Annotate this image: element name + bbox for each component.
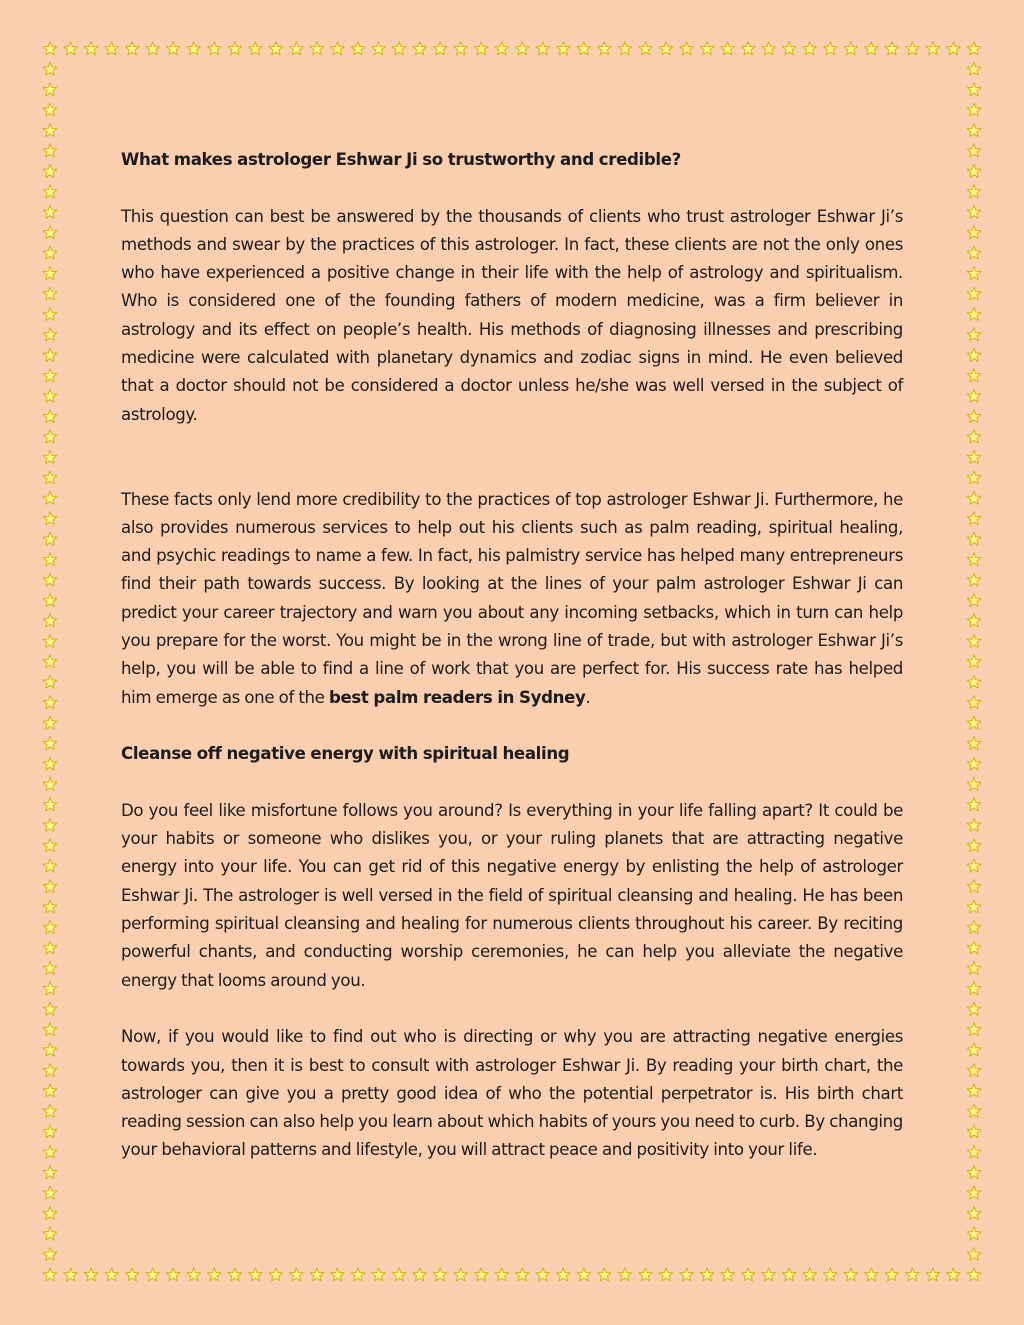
star-outline-icon — [967, 532, 981, 545]
star-outline-icon — [967, 246, 981, 259]
star-outline-icon — [43, 491, 57, 504]
star-outline-icon — [967, 614, 981, 627]
star-outline-icon — [967, 307, 981, 320]
star-outline-icon — [331, 42, 345, 55]
star-outline-icon — [967, 471, 981, 484]
star-outline-icon — [515, 1268, 529, 1281]
star-outline-icon — [474, 42, 488, 55]
star-outline-icon — [967, 144, 981, 157]
star-outline-icon — [947, 1268, 961, 1281]
star-outline-icon — [967, 859, 981, 872]
star-outline-icon — [43, 185, 57, 198]
star-outline-icon — [926, 42, 940, 55]
star-outline-icon — [43, 594, 57, 607]
star-outline-icon — [43, 1186, 57, 1199]
star-outline-icon — [967, 920, 981, 933]
star-outline-icon — [248, 1268, 262, 1281]
star-outline-icon — [967, 1125, 981, 1138]
star-outline-icon — [577, 42, 591, 55]
star-outline-icon — [43, 1023, 57, 1036]
star-outline-icon — [967, 1104, 981, 1117]
star-outline-icon — [967, 267, 981, 280]
paragraph-credibility-text: These facts only lend more credibility to the practices of top astrologer Eshwar Ji. Furthermore, he also provides numerous services to help out his clients such as palm reading, spiritual healing, and psychic readings to name a few. In fact, his palmistry service has helped many entrepreneurs find their path towards success. By looking at the lines of your palm astrologer Eshwar Ji can predict your career trajectory and warn you about any incoming setbacks, which in turn can help you prepare for the worst. You might be in the wrong line of trade, but with astrologer Eshwar Ji’s help, you will be able to find a line of work that you are perfect for. His success rate has helped him emerge as one of the — [121, 489, 903, 707]
star-outline-icon — [659, 42, 673, 55]
star-outline-icon — [967, 961, 981, 974]
star-outline-icon — [310, 42, 324, 55]
star-outline-icon — [43, 1247, 57, 1260]
star-outline-icon — [43, 287, 57, 300]
star-outline-icon — [967, 62, 981, 75]
star-outline-icon — [43, 124, 57, 137]
star-outline-icon — [967, 512, 981, 525]
star-outline-icon — [618, 1268, 632, 1281]
star-outline-icon — [967, 737, 981, 750]
star-outline-icon — [43, 1125, 57, 1138]
document-body — [121, 146, 903, 1165]
star-outline-icon — [84, 42, 98, 55]
star-outline-icon — [967, 328, 981, 341]
star-outline-icon — [392, 1268, 406, 1281]
star-outline-icon — [43, 696, 57, 709]
star-outline-icon — [844, 1268, 858, 1281]
star-outline-icon — [43, 737, 57, 750]
star-outline-icon — [967, 941, 981, 954]
paragraph-credibility — [121, 486, 903, 712]
star-outline-icon — [741, 42, 755, 55]
star-outline-icon — [310, 1268, 324, 1281]
star-outline-icon — [43, 573, 57, 586]
star-outline-icon — [125, 1268, 139, 1281]
star-outline-icon — [967, 83, 981, 96]
star-outline-icon — [269, 42, 283, 55]
star-outline-icon — [680, 1268, 694, 1281]
star-outline-icon — [967, 164, 981, 177]
star-outline-icon — [43, 839, 57, 852]
star-outline-icon — [967, 696, 981, 709]
star-outline-icon — [639, 42, 653, 55]
star-outline-icon — [967, 287, 981, 300]
star-outline-icon — [290, 1268, 304, 1281]
star-outline-icon — [885, 42, 899, 55]
star-outline-icon — [967, 900, 981, 913]
star-outline-icon — [967, 389, 981, 402]
star-outline-icon — [43, 164, 57, 177]
star-outline-icon — [43, 1145, 57, 1158]
star-outline-icon — [967, 1023, 981, 1036]
star-outline-icon — [433, 42, 447, 55]
star-outline-icon — [43, 859, 57, 872]
star-outline-icon — [967, 716, 981, 729]
star-outline-icon — [967, 594, 981, 607]
star-outline-icon — [392, 42, 406, 55]
star-outline-icon — [536, 1268, 550, 1281]
paragraph-misfortune: Do you feel like misfortune follows you around? Is everything in your life falling apart? It could be your habits or someone who dislikes you, or your ruling planets that are attracting negative energy into your life. You can get rid of this negative energy by enlisting the help of astrologer Eshwar Ji. The astrologer is well versed in the field of spiritual cleansing and healing. He has been performing spiritual cleansing and healing for numerous clients throughout his career. By reciting powerful chants, and conducting worship ceremonies, he can help you alleviate the negative energy that looms around you. — [121, 800, 903, 990]
star-outline-icon — [967, 1002, 981, 1015]
star-outline-icon — [43, 941, 57, 954]
star-outline-icon — [659, 1268, 673, 1281]
star-outline-icon — [967, 1043, 981, 1056]
star-outline-icon — [926, 1268, 940, 1281]
star-outline-icon — [43, 716, 57, 729]
star-outline-icon — [885, 1268, 899, 1281]
star-outline-icon — [967, 1247, 981, 1260]
star-outline-icon — [967, 982, 981, 995]
star-outline-icon — [515, 42, 529, 55]
star-outline-icon — [844, 42, 858, 55]
star-outline-icon — [43, 226, 57, 239]
star-outline-icon — [967, 226, 981, 239]
star-outline-icon — [967, 675, 981, 688]
star-outline-icon — [43, 532, 57, 545]
star-outline-icon — [454, 42, 468, 55]
star-outline-icon — [639, 1268, 653, 1281]
star-outline-icon — [700, 1268, 714, 1281]
star-outline-icon — [495, 42, 509, 55]
star-outline-icon — [372, 42, 386, 55]
star-outline-icon — [967, 103, 981, 116]
star-outline-icon — [721, 42, 735, 55]
star-outline-icon — [43, 1207, 57, 1220]
star-outline-icon — [43, 655, 57, 668]
star-outline-icon — [967, 880, 981, 893]
star-outline-icon — [228, 1268, 242, 1281]
star-outline-icon — [618, 42, 632, 55]
star-outline-icon — [43, 818, 57, 831]
star-outline-icon — [967, 1084, 981, 1097]
star-outline-icon — [166, 1268, 180, 1281]
star-outline-icon — [105, 42, 119, 55]
star-outline-icon — [43, 267, 57, 280]
star-outline-icon — [43, 1063, 57, 1076]
star-outline-icon — [680, 42, 694, 55]
star-outline-icon — [64, 1268, 78, 1281]
star-outline-icon — [43, 42, 57, 55]
star-outline-icon — [43, 389, 57, 402]
star-outline-icon — [351, 42, 365, 55]
star-outline-icon — [207, 42, 221, 55]
star-outline-icon — [577, 1268, 591, 1281]
star-outline-icon — [43, 1084, 57, 1097]
star-outline-icon — [43, 450, 57, 463]
star-outline-icon — [43, 307, 57, 320]
star-outline-icon — [84, 1268, 98, 1281]
star-outline-icon — [43, 961, 57, 974]
star-outline-icon — [43, 1043, 57, 1056]
star-outline-icon — [967, 491, 981, 504]
star-outline-icon — [43, 900, 57, 913]
star-outline-icon — [967, 410, 981, 423]
star-outline-icon — [864, 42, 878, 55]
star-outline-icon — [967, 818, 981, 831]
star-outline-icon — [43, 83, 57, 96]
star-outline-icon — [967, 1186, 981, 1199]
star-outline-icon — [967, 348, 981, 361]
star-outline-icon — [454, 1268, 468, 1281]
paragraph-birth-chart: Now, if you would like to find out who is directing or why you are attracting negative energies towards you, then it is best to consult with astrologer Eshwar Ji. By reading your birth chart, the astrologer can give you a pretty good idea of who the potential perpetrator is. His birth chart reading session can also help you learn about which habits of yours you need to curb. By changing your behavioral patterns and lifestyle, you will attract peace and positivity into your life. — [121, 1027, 903, 1160]
star-outline-icon — [331, 1268, 345, 1281]
star-outline-icon — [43, 1227, 57, 1240]
star-outline-icon — [43, 1002, 57, 1015]
star-outline-icon — [43, 1104, 57, 1117]
paragraph-clients-trust: This question can best be answered by the thousands of clients who trust astrologer Eshwar Ji’s methods and swear by the practices of this astrologer. In fact, these clients are not the only ones who have experienced a positive change in their life with the help of astrology and spiritualism. Who is considered one of the founding fathers of modern medicine, was a firm believer in astrology and its effect on people’s health. His methods of diagnosing illnesses and prescribing medicine were calculated with planetary dynamics and zodiac signs in mind. He even believed that a doctor should not be considered a doctor unless he/she was well versed in the subject of astrology. — [121, 206, 903, 424]
star-outline-icon — [598, 1268, 612, 1281]
section-heading-cleanse: Cleanse off negative energy with spiritual healing — [121, 744, 570, 764]
star-outline-icon — [413, 1268, 427, 1281]
star-outline-icon — [43, 553, 57, 566]
star-outline-icon — [967, 798, 981, 811]
star-outline-icon — [146, 1268, 160, 1281]
star-outline-icon — [782, 42, 796, 55]
star-outline-icon — [967, 757, 981, 770]
star-outline-icon — [43, 1166, 57, 1179]
star-outline-icon — [166, 42, 180, 55]
star-outline-icon — [433, 1268, 447, 1281]
star-outline-icon — [43, 103, 57, 116]
star-outline-icon — [187, 1268, 201, 1281]
star-outline-icon — [536, 42, 550, 55]
star-outline-icon — [967, 777, 981, 790]
star-outline-icon — [43, 62, 57, 75]
star-outline-icon — [372, 1268, 386, 1281]
star-outline-icon — [762, 42, 776, 55]
star-outline-icon — [43, 348, 57, 361]
star-outline-icon — [967, 573, 981, 586]
best-palm-readers-link[interactable]: best palm readers in Sydney — [328, 687, 586, 707]
star-outline-icon — [864, 1268, 878, 1281]
star-outline-icon — [43, 798, 57, 811]
star-outline-icon — [43, 920, 57, 933]
star-outline-icon — [207, 1268, 221, 1281]
star-outline-icon — [967, 42, 981, 55]
star-outline-icon — [967, 634, 981, 647]
star-outline-icon — [43, 777, 57, 790]
star-outline-icon — [967, 450, 981, 463]
star-outline-icon — [721, 1268, 735, 1281]
star-outline-icon — [762, 1268, 776, 1281]
star-outline-icon — [967, 1145, 981, 1158]
star-outline-icon — [43, 757, 57, 770]
star-outline-icon — [43, 614, 57, 627]
star-outline-icon — [947, 42, 961, 55]
star-outline-icon — [823, 42, 837, 55]
star-outline-icon — [125, 42, 139, 55]
star-outline-icon — [782, 1268, 796, 1281]
star-outline-icon — [967, 1227, 981, 1240]
star-outline-icon — [906, 1268, 920, 1281]
star-outline-icon — [906, 42, 920, 55]
star-outline-icon — [495, 1268, 509, 1281]
section-heading-trustworthy: What makes astrologer Eshwar Ji so trustworthy and credible? — [121, 150, 681, 169]
star-outline-icon — [967, 1207, 981, 1220]
star-outline-icon — [556, 1268, 570, 1281]
star-outline-icon — [43, 1268, 57, 1281]
star-outline-icon — [43, 246, 57, 259]
star-outline-icon — [351, 1268, 365, 1281]
star-outline-icon — [187, 42, 201, 55]
star-outline-icon — [64, 42, 78, 55]
star-outline-icon — [967, 1268, 981, 1281]
star-outline-icon — [228, 42, 242, 55]
star-outline-icon — [43, 205, 57, 218]
star-outline-icon — [556, 42, 570, 55]
star-outline-icon — [269, 1268, 283, 1281]
star-outline-icon — [803, 42, 817, 55]
star-outline-icon — [43, 880, 57, 893]
star-outline-icon — [823, 1268, 837, 1281]
star-outline-icon — [967, 553, 981, 566]
star-outline-icon — [290, 42, 304, 55]
star-outline-icon — [967, 185, 981, 198]
star-outline-icon — [700, 42, 714, 55]
star-outline-icon — [474, 1268, 488, 1281]
star-outline-icon — [967, 205, 981, 218]
star-outline-icon — [146, 42, 160, 55]
star-outline-icon — [248, 42, 262, 55]
star-outline-icon — [43, 982, 57, 995]
star-outline-icon — [967, 124, 981, 137]
star-outline-icon — [105, 1268, 119, 1281]
star-outline-icon — [967, 839, 981, 852]
star-outline-icon — [43, 675, 57, 688]
star-outline-icon — [741, 1268, 755, 1281]
star-outline-icon — [43, 430, 57, 443]
star-outline-icon — [967, 655, 981, 668]
star-outline-icon — [43, 634, 57, 647]
star-outline-icon — [803, 1268, 817, 1281]
star-outline-icon — [43, 144, 57, 157]
star-outline-icon — [43, 328, 57, 341]
star-outline-icon — [598, 42, 612, 55]
star-outline-icon — [43, 369, 57, 382]
star-outline-icon — [43, 410, 57, 423]
star-outline-icon — [43, 471, 57, 484]
star-outline-icon — [967, 1063, 981, 1076]
paragraph-credibility-end: . — [585, 687, 591, 707]
star-outline-icon — [967, 430, 981, 443]
star-outline-icon — [967, 1166, 981, 1179]
star-outline-icon — [43, 512, 57, 525]
star-outline-icon — [967, 369, 981, 382]
star-outline-icon — [413, 42, 427, 55]
